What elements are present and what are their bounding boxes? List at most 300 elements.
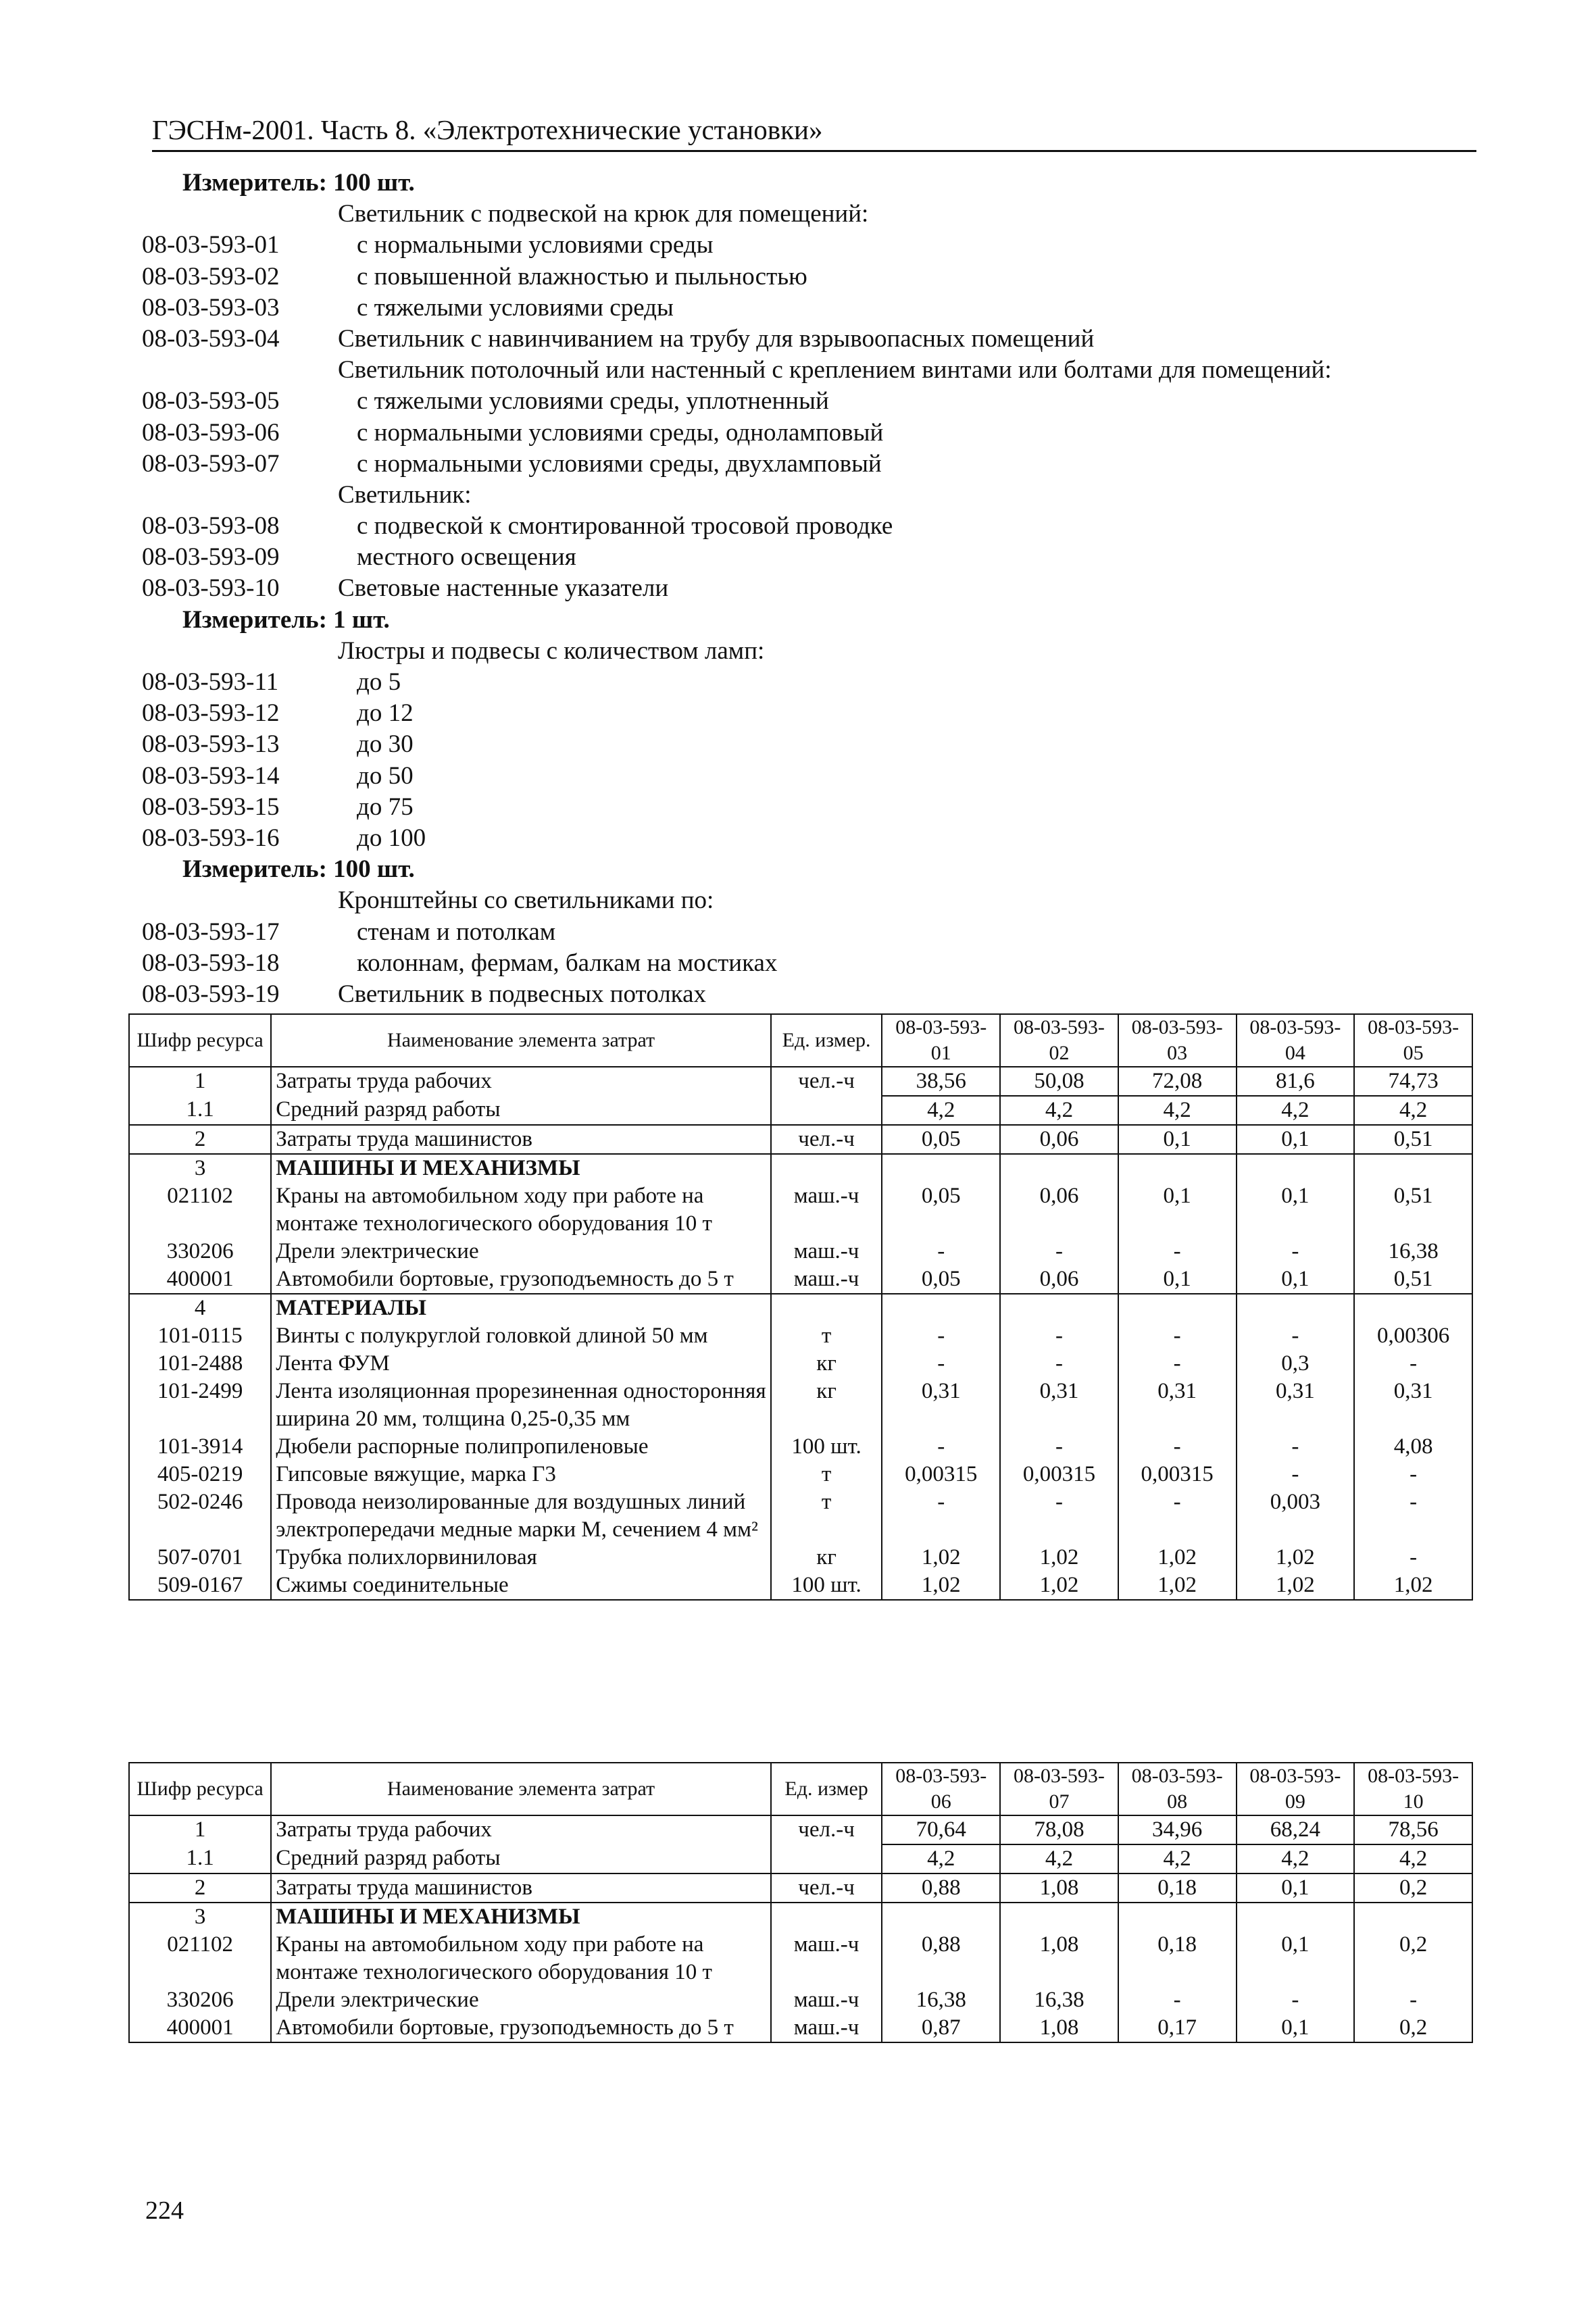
norm-code [142, 636, 338, 667]
norm-value: 1,08 [1000, 1931, 1118, 1986]
cost-name: Автомобили бортовые, грузоподъемность до 5 т [271, 1265, 771, 1294]
norm-description: колоннам, фермам, балкам на мостиках [357, 949, 778, 977]
cost-name: Краны на автомобильном ходу при работе на монтаже технологического оборудования 10 т [271, 1931, 771, 1986]
norm-value: - [882, 1322, 1000, 1350]
norm-value: 4,2 [1237, 1096, 1355, 1125]
norm-value: 0,51 [1354, 1265, 1472, 1294]
norm-value: 34,96 [1118, 1815, 1237, 1844]
norm-value: 81,6 [1237, 1067, 1355, 1096]
norm-description: с подвеской к смонтированной тросовой проводке [357, 512, 893, 540]
resource-code: 2 [129, 1873, 271, 1903]
norm-value: 0,05 [882, 1125, 1000, 1154]
unit: кг [771, 1350, 882, 1378]
norm-code: 08-03-593-11 [142, 668, 279, 696]
norm-value: 16,38 [1354, 1238, 1472, 1265]
norm-list-row [142, 979, 1480, 1010]
unit: чел.-ч [771, 1067, 882, 1096]
norm-value: 0,1 [1237, 1931, 1355, 1986]
norm-value: 1,02 [1000, 1544, 1118, 1571]
norm-value: 0,1 [1237, 1182, 1355, 1238]
unit-header: Ед. измер. [771, 1014, 882, 1067]
cost-name: Лента ФУМ [271, 1350, 771, 1378]
unit [771, 1096, 882, 1125]
norm-description: с нормальными условиями среды [357, 231, 714, 259]
norm-value: - [1118, 1488, 1237, 1544]
cost-name: Средний разряд работы [271, 1844, 771, 1873]
norm-value [1000, 1154, 1118, 1182]
norm-list-row [142, 667, 1480, 698]
norm-description: до 100 [357, 824, 426, 852]
norm-list-row [142, 324, 1480, 355]
norm-value: 0,2 [1354, 2014, 1472, 2042]
cost-name-header: Наименование элемента затрат [271, 1014, 771, 1067]
norm-value [1000, 1294, 1118, 1322]
norm-value: 1,02 [1237, 1571, 1355, 1600]
norm-list-row [142, 293, 1480, 324]
table-row [129, 2014, 1472, 2042]
page-number: 224 [145, 2196, 184, 2225]
norm-description: с тяжелыми условиями среды, уплотненный [357, 387, 829, 416]
norm-column-header: 08-03-593-03 [1118, 1014, 1237, 1067]
norm-list-row [142, 230, 1480, 261]
resource-code: 502-0246 [129, 1488, 271, 1544]
table-row [129, 1873, 1472, 1903]
cost-name: Дрели электрические [271, 1986, 771, 2014]
norm-value: 78,56 [1354, 1815, 1472, 1844]
unit-of-measure: Измеритель: 100 шт. [182, 855, 415, 884]
norm-value: 1,02 [1000, 1571, 1118, 1600]
page-header: ГЭСНм-2001. Часть 8. «Электротехнические установки» [152, 114, 1476, 152]
norm-value: - [1354, 1350, 1472, 1378]
cost-name: Винты с полукруглой головкой длиной 50 мм [271, 1322, 771, 1350]
norm-value [1354, 1154, 1472, 1182]
norm-value: 72,08 [1118, 1067, 1237, 1096]
table-row [129, 1238, 1472, 1265]
norm-value: 0,51 [1354, 1182, 1472, 1238]
norm-value: 0,3 [1237, 1350, 1355, 1378]
unit: т [771, 1322, 882, 1350]
resource-code: 101-0115 [129, 1322, 271, 1350]
norm-value: 4,2 [1118, 1844, 1237, 1873]
norm-value: - [1237, 1322, 1355, 1350]
norm-code: 08-03-593-01 [142, 231, 280, 259]
resource-code: 1 [129, 1815, 271, 1844]
norm-value: 0,06 [1000, 1265, 1118, 1294]
resource-code: 400001 [129, 2014, 271, 2042]
norm-code [142, 199, 338, 230]
unit: т [771, 1488, 882, 1544]
norm-value: - [1118, 1433, 1237, 1461]
norm-value: 0,00315 [1118, 1461, 1237, 1488]
norm-value: 0,1 [1118, 1125, 1237, 1154]
norm-value [1354, 1294, 1472, 1322]
table-row [129, 1544, 1472, 1571]
unit-header: Ед. измер [771, 1763, 882, 1815]
unit: чел.-ч [771, 1873, 882, 1903]
cost-name: Дюбели распорные полипропиленовые [271, 1433, 771, 1461]
norm-list-row [142, 261, 1480, 293]
resource-code: 405-0219 [129, 1461, 271, 1488]
norm-code [142, 480, 338, 511]
cost-name: Провода неизолированные для воздушных линий электропередачи медные марки М, сечением 4 мм² [271, 1488, 771, 1544]
norm-value: - [1354, 1544, 1472, 1571]
norm-value: 78,08 [1000, 1815, 1118, 1844]
norm-value: 0,06 [1000, 1182, 1118, 1238]
norm-value: 0,18 [1118, 1931, 1237, 1986]
norm-value: 0,00315 [1000, 1461, 1118, 1488]
norm-value: 0,31 [1237, 1378, 1355, 1433]
unit-of-measure: Измеритель: 100 шт. [182, 169, 415, 197]
table-row [129, 1067, 1472, 1096]
norm-value: 1,02 [1118, 1571, 1237, 1600]
norm-list-row [142, 885, 1480, 916]
table-row [129, 1378, 1472, 1433]
norm-list-row [142, 854, 1480, 885]
norm-value: 0,1 [1237, 1873, 1355, 1903]
table-row [129, 1461, 1472, 1488]
norm-list [142, 168, 1480, 1010]
norm-list-row [142, 573, 1480, 604]
resource-code: 101-3914 [129, 1433, 271, 1461]
resource-code: 101-2499 [129, 1378, 271, 1433]
norm-value: 0,00306 [1354, 1322, 1472, 1350]
norm-value: 0,05 [882, 1265, 1000, 1294]
norm-value: 1,02 [882, 1571, 1000, 1600]
norm-description: Световые настенные указатели [338, 574, 669, 603]
norm-value: 1,02 [1118, 1544, 1237, 1571]
resource-code: 507-0701 [129, 1544, 271, 1571]
norm-code: 08-03-593-10 [142, 574, 280, 603]
table-row [129, 1488, 1472, 1544]
table-row [129, 1125, 1472, 1154]
norm-column-header: 08-03-593-01 [882, 1014, 1000, 1067]
unit [771, 1844, 882, 1873]
resource-code: 400001 [129, 1265, 271, 1294]
norm-value [1118, 1154, 1237, 1182]
norm-value: 4,2 [1000, 1096, 1118, 1125]
unit: 100 шт. [771, 1571, 882, 1600]
norm-code: 08-03-593-03 [142, 293, 280, 322]
norm-list-row [142, 636, 1480, 667]
resource-code: 2 [129, 1125, 271, 1154]
norm-value: 70,64 [882, 1815, 1000, 1844]
resource-code: 1.1 [129, 1844, 271, 1873]
norm-value: 74,73 [1354, 1067, 1472, 1096]
norm-code: 08-03-593-14 [142, 761, 280, 790]
norm-description: с тяжелыми условиями среды [357, 293, 674, 322]
norm-value: 0,18 [1118, 1873, 1237, 1903]
cost-name: Затраты труда машинистов [271, 1125, 771, 1154]
cost-name: Сжимы соединительные [271, 1571, 771, 1600]
norm-column-header: 08-03-593-04 [1237, 1014, 1355, 1067]
norm-value [882, 1154, 1000, 1182]
norm-code: 08-03-593-06 [142, 418, 280, 447]
norm-code [142, 885, 338, 916]
norm-value: - [1000, 1322, 1118, 1350]
resource-code: 1.1 [129, 1096, 271, 1125]
norm-code: 08-03-593-18 [142, 949, 280, 977]
unit: т [771, 1461, 882, 1488]
norm-description: Люстры и подвесы с количеством ламп: [338, 636, 765, 665]
norm-code: 08-03-593-08 [142, 512, 280, 540]
norm-value: 4,2 [1354, 1096, 1472, 1125]
norm-value: 0,1 [1237, 1125, 1355, 1154]
cost-name: Краны на автомобильном ходу при работе на монтаже технологического оборудования 10 т [271, 1182, 771, 1238]
resource-code: 021102 [129, 1931, 271, 1986]
cost-name: Затраты труда машинистов [271, 1873, 771, 1903]
norm-value: 0,31 [882, 1378, 1000, 1433]
norm-code: 08-03-593-07 [142, 449, 280, 478]
norm-value: - [1118, 1986, 1237, 2014]
cost-name: Затраты труда рабочих [271, 1815, 771, 1844]
norm-list-row [142, 792, 1480, 823]
table-row [129, 1154, 1472, 1182]
norm-column-header: 08-03-593-07 [1000, 1763, 1118, 1815]
norm-code: 08-03-593-09 [142, 543, 280, 572]
norm-column-header: 08-03-593-06 [882, 1763, 1000, 1815]
cost-name: Затраты труда рабочих [271, 1067, 771, 1096]
cost-table-1 [128, 1013, 1473, 1601]
norm-description: до 5 [357, 668, 401, 696]
norm-value: 4,2 [1000, 1844, 1118, 1873]
norm-description: с нормальными условиями среды, однoламповый [357, 418, 884, 447]
norm-list-row [142, 761, 1480, 792]
resource-code: 1 [129, 1067, 271, 1096]
norm-code: 08-03-593-16 [142, 824, 280, 852]
norm-value [1237, 1154, 1355, 1182]
unit: маш.-ч [771, 1931, 882, 1986]
resource-code-header: Шифр ресурса [129, 1014, 271, 1067]
norm-list-row [142, 480, 1480, 511]
norm-value [882, 1294, 1000, 1322]
norm-list-row [142, 168, 1480, 199]
cost-table-2 [128, 1762, 1473, 2043]
norm-value: 0,2 [1354, 1873, 1472, 1903]
norm-description: Светильник с навинчиванием на трубу для взрывоопасных помещений [338, 324, 1095, 353]
cost-name: МАШИНЫ И МЕХАНИЗМЫ [271, 1154, 771, 1182]
unit: маш.-ч [771, 1265, 882, 1294]
norm-description: Светильник с подвеской на крюк для помещений: [338, 200, 869, 228]
cost-name: Трубка полихлорвиниловая [271, 1544, 771, 1571]
norm-list-row [142, 729, 1480, 760]
norm-value [882, 1903, 1000, 1931]
norm-value: 0,31 [1354, 1378, 1472, 1433]
cost-name: Средний разряд работы [271, 1096, 771, 1125]
norm-list-row [142, 823, 1480, 854]
norm-value: - [1354, 1986, 1472, 2014]
norm-code: 08-03-593-13 [142, 730, 280, 759]
norm-value: 0,1 [1118, 1265, 1237, 1294]
norm-value: 0,31 [1118, 1378, 1237, 1433]
norm-value: - [1000, 1488, 1118, 1544]
resource-code: 330206 [129, 1238, 271, 1265]
unit [771, 1903, 882, 1931]
norm-value [1118, 1903, 1237, 1931]
table-row [129, 1096, 1472, 1125]
unit: 100 шт. [771, 1433, 882, 1461]
norm-value: - [1237, 1433, 1355, 1461]
norm-column-header: 08-03-593-02 [1000, 1014, 1118, 1067]
norm-code: 08-03-593-17 [142, 917, 280, 946]
norm-column-header: 08-03-593-10 [1354, 1763, 1472, 1815]
norm-value: - [1000, 1350, 1118, 1378]
norm-value: 4,2 [882, 1844, 1000, 1873]
cost-name-header: Наименование элемента затрат [271, 1763, 771, 1815]
norm-value: 4,2 [1118, 1096, 1237, 1125]
norm-list-row [142, 605, 1480, 636]
norm-description: с повышенной влажностью и пыльностью [357, 262, 807, 291]
norm-code: 08-03-593-02 [142, 262, 280, 291]
norm-value: 0,51 [1354, 1125, 1472, 1154]
cost-name: Автомобили бортовые, грузоподъемность до 5 т [271, 2014, 771, 2042]
norm-description: до 50 [357, 761, 414, 790]
norm-value: - [1000, 1433, 1118, 1461]
norm-description: Светильник: [338, 480, 472, 509]
norm-list-row [142, 511, 1480, 542]
norm-value: 1,02 [882, 1544, 1000, 1571]
norm-value: 1,08 [1000, 2014, 1118, 2042]
norm-code: 08-03-593-15 [142, 793, 280, 821]
unit-of-measure: Измеритель: 1 шт. [182, 605, 390, 634]
unit: маш.-ч [771, 1986, 882, 2014]
norm-value: - [882, 1433, 1000, 1461]
norm-description: Кронштейны со светильниками по: [338, 886, 714, 915]
table-row [129, 1986, 1472, 2014]
cost-name: Дрели электрические [271, 1238, 771, 1265]
norm-value: 1,08 [1000, 1873, 1118, 1903]
norm-value: - [1237, 1238, 1355, 1265]
norm-value: 0,05 [882, 1182, 1000, 1238]
resource-code: 330206 [129, 1986, 271, 2014]
table-row [129, 1931, 1472, 1986]
cost-name: МАТЕРИАЛЫ [271, 1294, 771, 1322]
resource-code: 3 [129, 1154, 271, 1182]
unit: маш.-ч [771, 1238, 882, 1265]
norm-description: до 12 [357, 699, 414, 728]
norm-value: 0,003 [1237, 1488, 1355, 1544]
resource-code: 4 [129, 1294, 271, 1322]
norm-value: 0,00315 [882, 1461, 1000, 1488]
cost-name: МАШИНЫ И МЕХАНИЗМЫ [271, 1903, 771, 1931]
norm-value [1354, 1903, 1472, 1931]
table-row [129, 1815, 1472, 1844]
norm-value: - [882, 1350, 1000, 1378]
norm-code [142, 355, 338, 386]
norm-list-row [142, 386, 1480, 417]
norm-code: 08-03-593-19 [142, 980, 280, 1008]
norm-value: - [1118, 1350, 1237, 1378]
norm-value: 0,31 [1000, 1378, 1118, 1433]
table-header-row [129, 1763, 1472, 1815]
unit: чел.-ч [771, 1125, 882, 1154]
table-row [129, 1433, 1472, 1461]
unit: чел.-ч [771, 1815, 882, 1844]
norm-value: - [1237, 1461, 1355, 1488]
table-row [129, 1903, 1472, 1931]
cost-name: Гипсовые вяжущие, марка Г3 [271, 1461, 771, 1488]
norm-value: - [1000, 1238, 1118, 1265]
norm-description: местного освещения [357, 543, 576, 572]
norm-code: 08-03-593-04 [142, 324, 280, 353]
norm-value: - [882, 1238, 1000, 1265]
norm-value: 0,88 [882, 1931, 1000, 1986]
norm-value: - [1354, 1488, 1472, 1544]
norm-value: 0,1 [1237, 1265, 1355, 1294]
table-row [129, 1322, 1472, 1350]
norm-value: 4,2 [1354, 1844, 1472, 1873]
norm-list-row [142, 542, 1480, 573]
norm-description: до 30 [357, 730, 414, 759]
norm-value: 68,24 [1237, 1815, 1355, 1844]
norm-value: - [1354, 1461, 1472, 1488]
unit: маш.-ч [771, 2014, 882, 2042]
unit: кг [771, 1378, 882, 1433]
norm-value: - [882, 1488, 1000, 1544]
norm-description: Светильник потолочный или настенный с креплением винтами или болтами для помещений: [338, 356, 1332, 384]
norm-value: 50,08 [1000, 1067, 1118, 1096]
norm-value [1000, 1903, 1118, 1931]
norm-value: 0,87 [882, 2014, 1000, 2042]
norm-description: до 75 [357, 793, 414, 821]
norm-code: 08-03-593-05 [142, 387, 280, 416]
cost-name: Лента изоляционная прорезиненная односторонняя ширина 20 мм, толщина 0,25-0,35 мм [271, 1378, 771, 1433]
norm-value: 0,88 [882, 1873, 1000, 1903]
norm-list-row [142, 355, 1480, 386]
unit: маш.-ч [771, 1182, 882, 1238]
norm-code: 08-03-593-12 [142, 699, 280, 728]
unit [771, 1294, 882, 1322]
norm-value: 0,2 [1354, 1931, 1472, 1986]
norm-value [1237, 1294, 1355, 1322]
norm-list-row [142, 698, 1480, 729]
norm-description: стенам и потолкам [357, 917, 556, 946]
norm-list-row [142, 199, 1480, 230]
resource-code-header: Шифр ресурса [129, 1763, 271, 1815]
resource-code: 509-0167 [129, 1571, 271, 1600]
norm-value: 0,17 [1118, 2014, 1237, 2042]
norm-column-header: 08-03-593-08 [1118, 1763, 1237, 1815]
resource-code: 021102 [129, 1182, 271, 1238]
norm-value [1237, 1903, 1355, 1931]
table-row [129, 1182, 1472, 1238]
norm-list-row [142, 418, 1480, 449]
norm-value: 1,02 [1354, 1571, 1472, 1600]
norm-list-row [142, 948, 1480, 979]
norm-list-row [142, 917, 1480, 948]
norm-value: 4,08 [1354, 1433, 1472, 1461]
norm-value: 4,2 [882, 1096, 1000, 1125]
norm-value [1118, 1294, 1237, 1322]
norm-value: 0,06 [1000, 1125, 1118, 1154]
norm-value: 0,1 [1118, 1182, 1237, 1238]
table-row [129, 1294, 1472, 1322]
table-header-row [129, 1014, 1472, 1067]
norm-description: Светильник в подвесных потолках [338, 980, 707, 1008]
norm-column-header: 08-03-593-05 [1354, 1014, 1472, 1067]
table-row [129, 1571, 1472, 1600]
norm-value: - [1237, 1986, 1355, 2014]
norm-value: 16,38 [882, 1986, 1000, 2014]
norm-value: 4,2 [1237, 1844, 1355, 1873]
resource-code: 101-2488 [129, 1350, 271, 1378]
norm-column-header: 08-03-593-09 [1237, 1763, 1355, 1815]
table-row [129, 1265, 1472, 1294]
norm-description: с нормальными условиями среды, двухламповый [357, 449, 882, 478]
norm-value: 16,38 [1000, 1986, 1118, 2014]
unit: кг [771, 1544, 882, 1571]
norm-value: 0,1 [1237, 2014, 1355, 2042]
unit [771, 1154, 882, 1182]
